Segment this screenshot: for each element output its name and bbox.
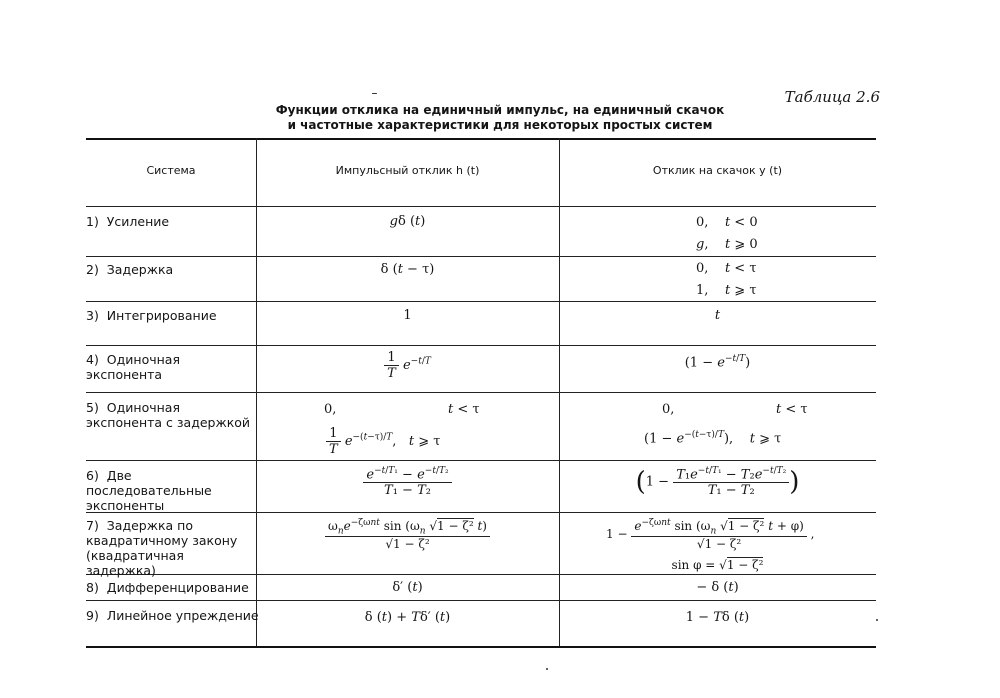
- row-9-impulse: δ (t) + Tδ′ (t): [364, 610, 451, 625]
- header-step: Отклик на скачок y (t): [652, 164, 783, 177]
- caption-line-2: и частотные характеристики для некоторых простых систем: [287, 118, 713, 132]
- row-7-impulse: $\frac{\omega_ne^{-\zeta\omega nt} \sin (\omega_n √1 - \zeta^2 t)}{\text{√1 − ζ²}}$: [256, 518, 559, 551]
- table-caption: [220, 103, 780, 133]
- caption-line-1: Функции отклика на единичный импульс, на единичный скачок: [275, 103, 725, 117]
- row-4-system: 4) Одиночная экспонента: [86, 352, 180, 382]
- row-3-step: t: [714, 308, 721, 323]
- row-6-step: (1 − $\frac{T_1e^{-t/T_1} - T_2e^{-t/T_2}}{\text{T₁ − T₂}}$ ): [635, 466, 800, 499]
- row-7-system: 7) Задержка по квадратичному закону (квадратичная задержка): [86, 518, 238, 578]
- row-4-impulse: $\frac{1}{T}$ $e^{-t/T}$: [256, 350, 559, 381]
- table-label: Таблица 2.6: [784, 88, 880, 106]
- row-2-impulse: δ (t − τ): [380, 262, 435, 277]
- row-8-impulse: δ′ (t): [392, 580, 423, 595]
- row-5-impulse: $\frac{1}{T}$ $e^{-(t-\tau)/T}$, t ⩾ τ: [326, 426, 440, 457]
- row-7-step: 1 − $\frac{e^{-\zeta\omega nt} \sin (\omega_n √1 - \zeta^2 t + \varphi)}{\text{√1 − ζ²}}$ ,: [606, 518, 815, 552]
- row-3-system: 3) Интегрирование: [86, 308, 217, 323]
- row-4-step: $(1 - e^{-t/T})$: [684, 354, 751, 371]
- row-5-system: 5) Одиночная экспонента с задержкой: [86, 400, 251, 430]
- row-8-step: − δ (t): [696, 580, 739, 595]
- row-9-step: 1 − Tδ (t): [685, 610, 750, 625]
- row-8-system: 8) Дифференцирование: [86, 580, 249, 595]
- row-6-system: 6) Две последовательные экспоненты: [86, 468, 212, 513]
- row-5-step: $(1 - e^{-(t-\tau)/T})$, t ⩾ τ: [644, 430, 782, 447]
- row-6-impulse: $\frac{e^{-t/T_1} - e^{-t/T_2}}{\text{T₁ − T₂}}$: [256, 466, 559, 498]
- row-2-system: 2) Задержка: [86, 262, 174, 277]
- row-3-impulse: 1: [403, 308, 412, 323]
- row-2-step: 0, t < τ 1, t ⩾ τ: [696, 261, 757, 298]
- header-system: Система: [146, 164, 196, 177]
- row-1-step: 0, t < 0 g, t ⩾ 0: [696, 215, 758, 252]
- row-9-system: 9) Линейное упреждение: [86, 608, 259, 623]
- row-1-system: 1) Усиление: [86, 214, 170, 229]
- row-1-impulse: gδ (t): [389, 214, 426, 229]
- header-impulse: Импульсный отклик h (t): [335, 164, 480, 177]
